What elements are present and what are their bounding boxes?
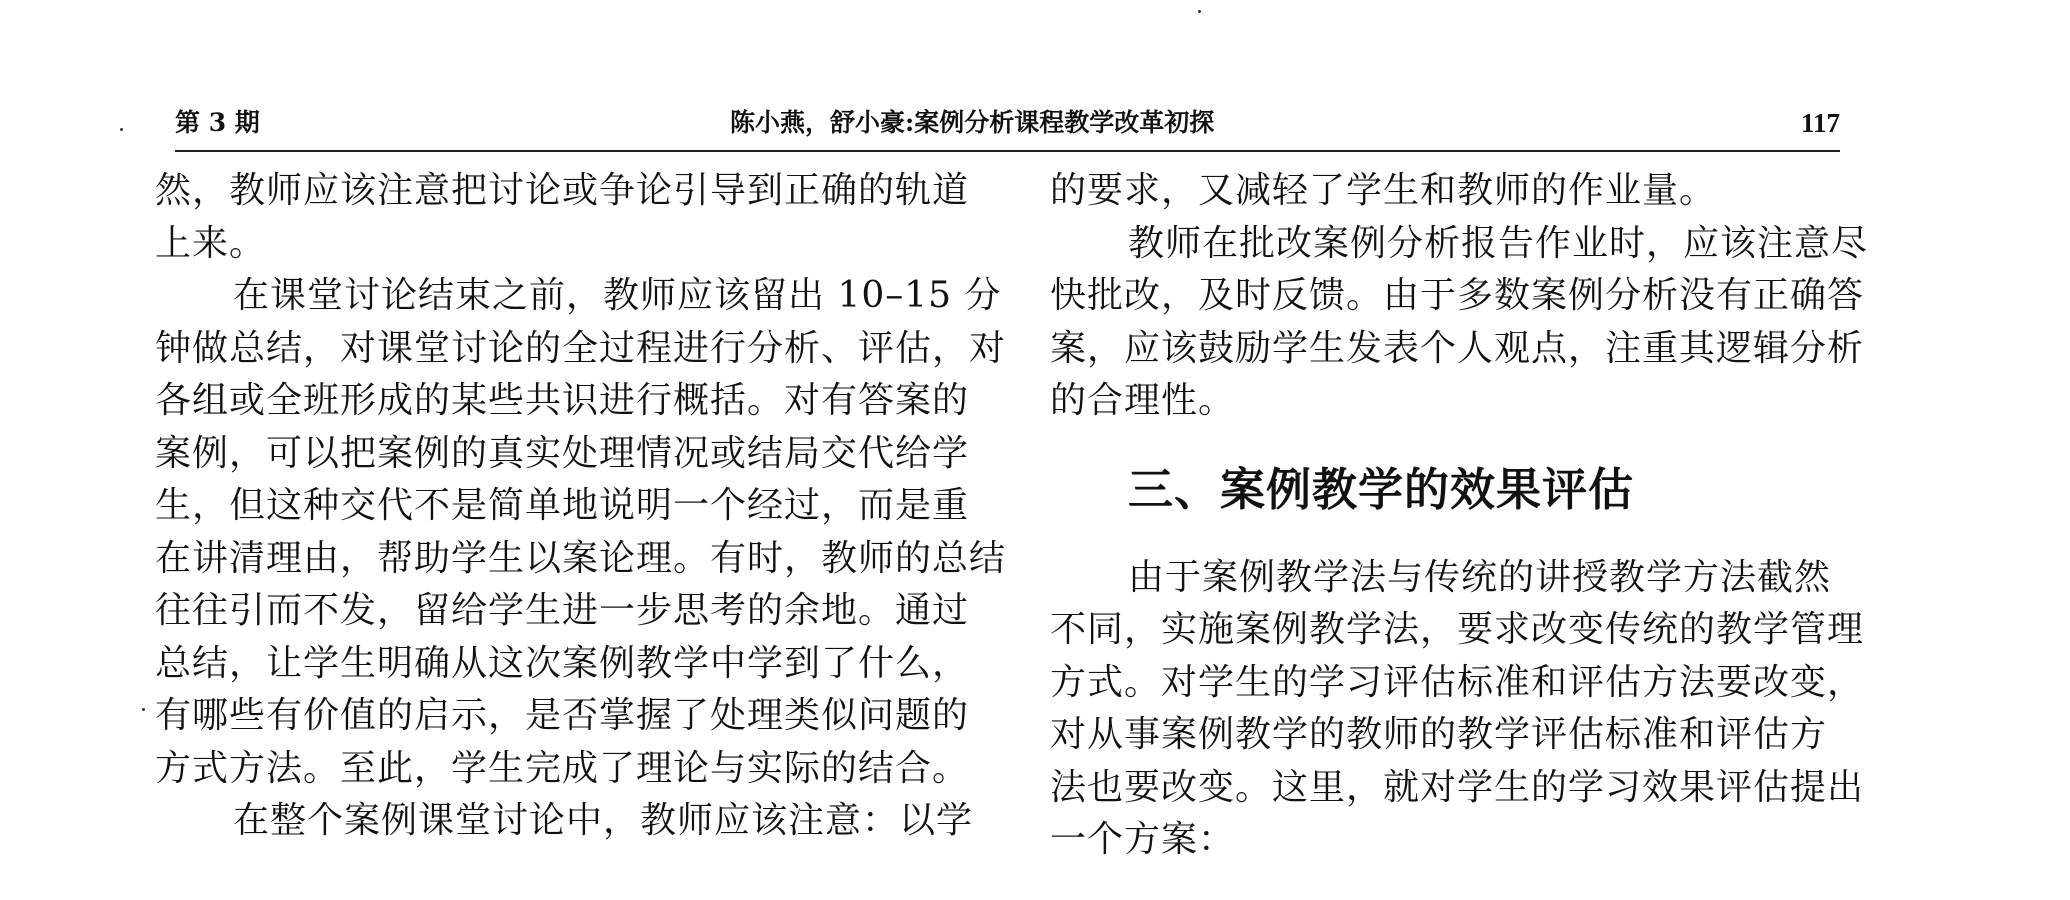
text-line: 对从事案例教学的教师的教学评估标准和评估方 (1050, 714, 1828, 755)
text-line: 各组或全班形成的某些共识进行概括。对有答案的 (155, 380, 970, 421)
text-line: 方式。对学生的学习评估标准和评估方法要改变， (1050, 661, 1865, 703)
scan-speck (1198, 10, 1201, 13)
section-heading: 三、案例教学的效果评估 (1128, 462, 1635, 516)
text-line: 在讲清理由，帮助学生以案论理。有时，教师的总结 (155, 537, 1007, 579)
running-header (175, 104, 1840, 152)
text-line: 在课堂讨论结束之前，教师应该留出 10–15 分 (233, 275, 1002, 316)
text-line: 钟做总结，对课堂讨论的全过程进行分析、评估，对 (155, 327, 1007, 369)
page-number: 117 (1800, 108, 1840, 138)
text-line: 在整个案例课堂讨论中，教师应该注意：以学 (233, 800, 974, 841)
issue-label: 第 3 期 (175, 108, 260, 137)
text-line: 生，但这种交代不是简单地说明一个经过，而是重 (155, 485, 970, 526)
text-line: 方式方法。至此，学生完成了理论与实际的结合。 (155, 747, 970, 789)
text-line: 往往引而不发，留给学生进一步思考的余地。通过 (155, 590, 970, 631)
text-line: 由于案例教学法与传统的讲授教学方法截然 (1128, 556, 1832, 598)
right-column (1050, 165, 1869, 867)
text-line: 案，应该鼓励学生发表个人观点，注重其逻辑分析 (1050, 327, 1865, 369)
text-line: 的要求，又减轻了学生和教师的作业量。 (1050, 170, 1717, 211)
text-line: 的合理性。 (1050, 380, 1236, 421)
text-line: 法也要改变。这里，就对学生的学习效果评估提出 (1050, 766, 1865, 808)
scan-speck (120, 128, 123, 131)
left-column (155, 165, 1007, 848)
text-line: 不同，实施案例教学法，要求改变传统的教学管理 (1050, 609, 1865, 650)
right-column-top-text (1050, 165, 1869, 428)
right-column-bottom-text (1050, 552, 1865, 867)
text-line: 总结，让学生明确从这次案例教学中学到了什么， (155, 642, 970, 684)
text-line: 有哪些有价值的启示，是否掌握了处理类似问题的 (155, 695, 970, 736)
scan-speck (142, 708, 145, 711)
text-line: 快批改，及时反馈。由于多数案例分析没有正确答 (1050, 275, 1865, 316)
text-line: 一个方案： (1050, 819, 1236, 860)
text-line: 教师在批改案例分析报告作业时，应该注意尽 (1128, 222, 1869, 264)
text-line: 上来。 (155, 222, 267, 264)
text-line: 然，教师应该注意把讨论或争论引导到正确的轨道 (155, 170, 970, 211)
text-line: 案例，可以把案例的真实处理情况或结局交代给学 (155, 432, 970, 474)
running-title: 陈小燕，舒小豪:案例分析课程教学改革初探 (730, 108, 1215, 137)
